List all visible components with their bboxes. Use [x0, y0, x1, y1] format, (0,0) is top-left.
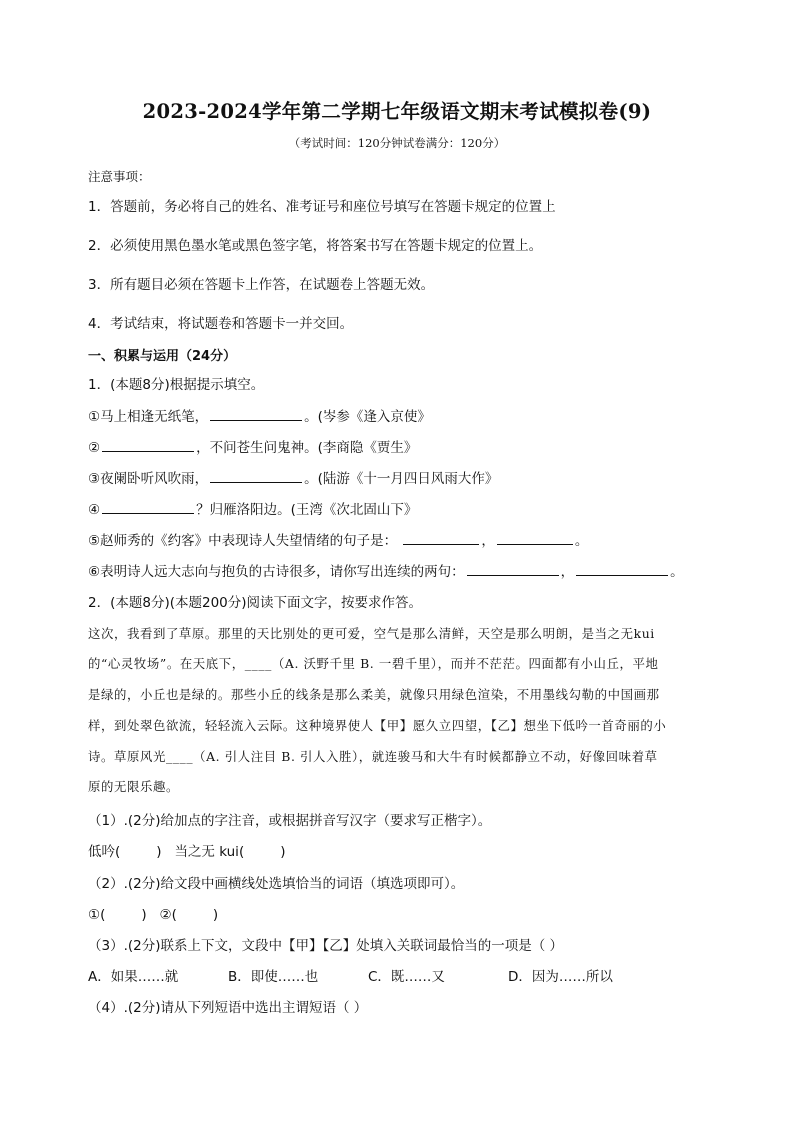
passage-line: 原的无限乐趣。	[88, 779, 179, 794]
q1-line-text: ⑤赵师秀的《约客》中表现诗人失望情绪的句子是：	[88, 533, 398, 549]
q1-line-source: ，不问苍生问鬼神。(李商隐《贾生》	[196, 440, 418, 456]
fill-blank	[576, 561, 668, 576]
answer-label: 当之无 kui(	[174, 844, 245, 860]
q1-line-3	[88, 468, 498, 488]
passage-line: 这次，我看到了草原。那里的天比别处的更可爱，空气是那么清鲜，天空是那么明朗，是当之无kui	[88, 626, 655, 641]
sub-question-2: （2）.(2分)给文段中画横线处选填恰当的词语（填选项即可）。	[88, 876, 465, 892]
page-title: 2023-2024学年第二学期七年级语文期末考试模拟卷(9)	[142, 100, 652, 123]
note-item: 2．必须使用黑色墨水笔或黑色签字笔，将答案书写在答题卡规定的位置上。	[88, 238, 543, 254]
passage-line: 样，到处翠色欲流，轻轻流入云际。这种境界使人【甲】愿久立四望，【乙】想坐下低吟一首奇丽的小	[88, 718, 667, 733]
paren-close: )	[141, 907, 147, 923]
line-end: 。	[574, 533, 589, 549]
q1-line-text: ④	[88, 502, 101, 518]
note-item: 1．答题前，务必将自己的姓名、准考证号和座位号填写在答题卡规定的位置上	[88, 199, 556, 215]
sub-question-4: （4）.(2分)请从下列短语中选出主谓短语（ ）	[88, 1000, 368, 1016]
fill-blank	[467, 561, 559, 576]
sub-question-1-answer	[88, 843, 286, 861]
sub-question-1: （1）.(2分)给加点的字注音，或根据拼音写汉字（要求写正楷字）。	[88, 813, 492, 829]
separator: ，	[560, 564, 575, 580]
answer-label: 低吟(	[88, 844, 121, 860]
q1-line-text: ⑥表明诗人远大志向与抱负的古诗很多，请你写出连续的两句：	[88, 564, 465, 580]
paren-close: )	[212, 907, 219, 923]
sub-question-3: （3）.(2分)联系上下文，文段中【甲】【乙】处填入关联词最恰当的一项是（ ）	[88, 938, 564, 954]
passage-line: 的“心灵牧场”。在天底下，____（A. 沃野千里 B. 一碧千里），而并不茫茫。四面都有小山丘，平地	[88, 656, 659, 671]
notes-heading: 注意事项：	[88, 169, 151, 184]
q1-line-text: ③夜阑卧听风吹雨，	[88, 471, 209, 487]
q1-line-text: ②	[88, 440, 101, 456]
fill-blank	[210, 406, 302, 421]
question-2-stem: 2．(本题8分)(本题200分)阅读下面文字，按要求作答。	[88, 595, 423, 611]
exam-info: （考试时间：120分钟试卷满分：120分）	[288, 136, 506, 150]
fill-blank	[210, 468, 302, 483]
note-item: 4．考试结束，将试题卷和答题卡一并交回。	[88, 316, 354, 332]
q1-line-2	[88, 437, 417, 457]
option-d: D．因为……所以	[508, 969, 613, 985]
answer-label: ①(	[88, 907, 106, 923]
q1-line-5	[88, 530, 588, 550]
question-1-stem: 1．(本题8分)根据提示填空。	[88, 377, 265, 393]
sub-question-2-answer	[88, 906, 218, 924]
answer-label: ②(	[159, 907, 177, 923]
option-b: B．即使……也	[228, 969, 319, 985]
q1-line-source: ？归雁洛阳边。(王湾《次北固山下》	[196, 502, 418, 518]
note-item: 3．所有题目必须在答题卡上作答，在试题卷上答题无效。	[88, 277, 435, 293]
q1-line-6	[88, 561, 684, 581]
fill-blank	[102, 437, 194, 452]
q1-line-source: 。(陆游《十一月四日风雨大作》	[304, 471, 499, 487]
separator: ，	[481, 533, 495, 549]
q1-line-1	[88, 406, 431, 426]
fill-blank	[497, 530, 573, 545]
fill-blank	[403, 530, 479, 545]
section-heading: 一、积累与运用（24分）	[88, 349, 237, 364]
q1-line-source: 。(岑参《逢入京使》	[304, 409, 431, 425]
paren-close: )	[156, 844, 162, 860]
passage-line: 诗。草原风光____（A. 引人注目 B. 引人入胜），就连骏马和大牛有时候都静立不动，好像回味着草	[88, 749, 658, 764]
line-end: 。	[670, 564, 684, 580]
option-a: A．如果……就	[88, 969, 179, 985]
fill-blank	[102, 499, 194, 514]
paren-close: )	[280, 844, 286, 860]
q1-line-text: ①马上相逢无纸笔，	[88, 409, 209, 425]
passage-line: 是绿的，小丘也是绿的。那些小丘的线条是那么柔美，就像只用绿色渲染，不用墨线勾勒的中国画那	[88, 687, 660, 702]
option-c: C．既……又	[368, 969, 445, 985]
q1-line-4	[88, 499, 417, 519]
sub-question-3-options	[88, 968, 613, 986]
